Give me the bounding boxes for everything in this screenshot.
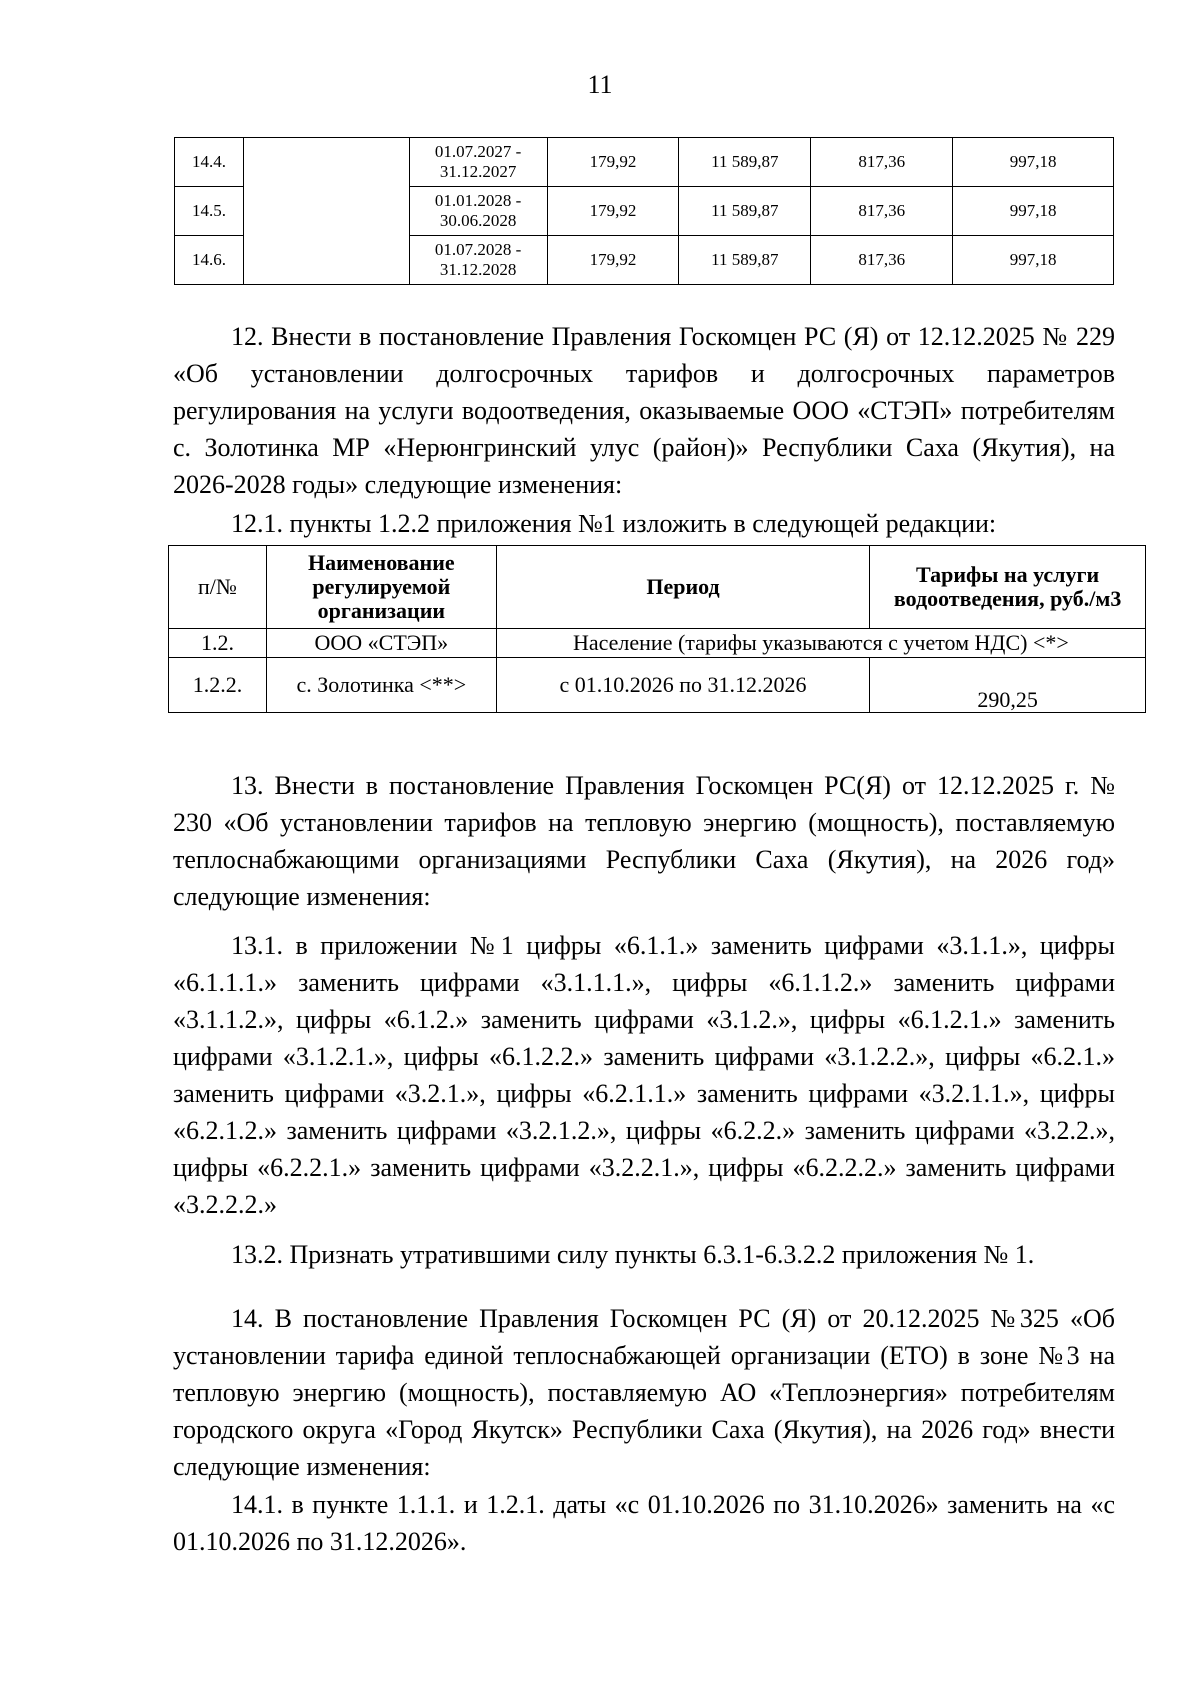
organization-cell: ООО «СТЭП»: [266, 629, 496, 658]
table-row: [169, 658, 1146, 713]
paragraph-13: 13. Внести в постановление Правления Госкомцен РС(Я) от 12.12.2025 г. № 230 «Об установлении тарифов на тепловую энергию (мощность), поставляемую теплоснабжающими организациями Республики Саха (Якутия), на 2026 год» следующие изменения:: [173, 771, 1115, 911]
period-cell: 01.07.2028 - 31.12.2028: [409, 236, 547, 285]
value-cell: 179,92: [547, 138, 679, 187]
value-cell: 997,18: [953, 138, 1114, 187]
value-cell: 817,36: [811, 187, 953, 236]
tariff-table-continuation: [174, 137, 1114, 285]
paragraph-13-1: 13.1. в приложении №1 цифры «6.1.1.» заменить цифрами «3.1.1.», цифры «6.1.1.1.» заменить цифрами «3.1.1.1.», цифры «6.1.1.2.» заменить цифрами «3.1.1.2.», цифры «6.1.2.» заменить цифрами «3.1.2.», цифры «6.1.2.1.» заменить цифрами «3.1.2.1.», цифры «6.1.2.2.» заменить цифрами «3.1.2.2.», цифры «6.2.1.» заменить цифрами «3.2.1.», цифры «6.2.1.1.» заменить цифрами «3.2.1.1.», цифры «6.2.1.2.» заменить цифрами «3.2.1.2.», цифры «6.2.2.» заменить цифрами «3.2.2.», цифры «6.2.2.1.» заменить цифрами «3.2.2.1.», цифры «6.2.2.2.» заменить цифрами «3.2.2.2.»: [173, 931, 1115, 1219]
population-note-cell: Население (тарифы указываются с учетом НДС) <*>: [496, 629, 1145, 658]
value-cell: 997,18: [953, 187, 1114, 236]
row-number: 1.2.2.: [169, 658, 267, 713]
locality-cell: с. Золотинка <**>: [266, 658, 496, 713]
value-cell: 179,92: [547, 187, 679, 236]
page-number: 11: [587, 70, 613, 99]
period-cell: 01.07.2027 - 31.12.2027: [409, 138, 547, 187]
table-header-row: [169, 546, 1146, 629]
column-header-period: Период: [496, 546, 869, 629]
value-cell: 997,18: [953, 236, 1114, 285]
value-cell: 817,36: [811, 138, 953, 187]
row-number: 14.4.: [175, 138, 244, 187]
row-number: 1.2.: [169, 629, 267, 658]
water-tariff-table: [168, 545, 1146, 713]
table-row: [175, 138, 1114, 187]
paragraph-14: 14. В постановление Правления Госкомцен РС (Я) от 20.12.2025 №325 «Об установлении тарифа единой теплоснабжающей организации (ЕТО) в зоне №3 на тепловую энергию (мощность), поставляемую АО «Теплоэнергия» потребителям городского округа «Город Якутск» Республики Саха (Якутия), на 2026 год» внести следующие изменения:: [173, 1304, 1115, 1481]
paragraph-14-1: 14.1. в пункте 1.1.1. и 1.2.1. даты «с 01.10.2026 по 31.10.2026» заменить на «с 01.10.2026 по 31.12.2026».: [173, 1490, 1115, 1556]
value-cell: 11 589,87: [679, 236, 811, 285]
period-cell: 01.01.2028 - 30.06.2028: [409, 187, 547, 236]
column-header-number: п/№: [169, 546, 267, 629]
tariff-value-cell: 290,25: [870, 658, 1146, 713]
paragraph-13-2: 13.2. Признать утратившими силу пункты 6.3.1-6.3.2.2 приложения № 1.: [231, 1240, 1035, 1269]
table-row: [169, 629, 1146, 658]
value-cell: 817,36: [811, 236, 953, 285]
column-header-tariff: Тарифы на услуги водоотведения, руб./м3: [870, 546, 1146, 629]
row-number: 14.5.: [175, 187, 244, 236]
paragraph-12-1: 12.1. пункты 1.2.2 приложения №1 изложить в следующей редакции:: [231, 509, 997, 538]
paragraph-12: 12. Внести в постановление Правления Госкомцен РС (Я) от 12.12.2025 № 229 «Об установлении долгосрочных тарифов и долгосрочных параметров регулирования на услуги водоотведения, оказываемые ООО «СТЭП» потребителям с. Золотинка МР «Нерюнгринский улус (район)» Республики Саха (Якутия), на 2026-2028 годы» следующие изменения:: [173, 322, 1115, 499]
column-header-organization: Наименование регулируемой организации: [266, 546, 496, 629]
value-cell: 179,92: [547, 236, 679, 285]
value-cell: 11 589,87: [679, 138, 811, 187]
value-cell: 11 589,87: [679, 187, 811, 236]
period-cell: с 01.10.2026 по 31.12.2026: [496, 658, 869, 713]
row-number: 14.6.: [175, 236, 244, 285]
empty-merged-cell: [243, 138, 409, 285]
